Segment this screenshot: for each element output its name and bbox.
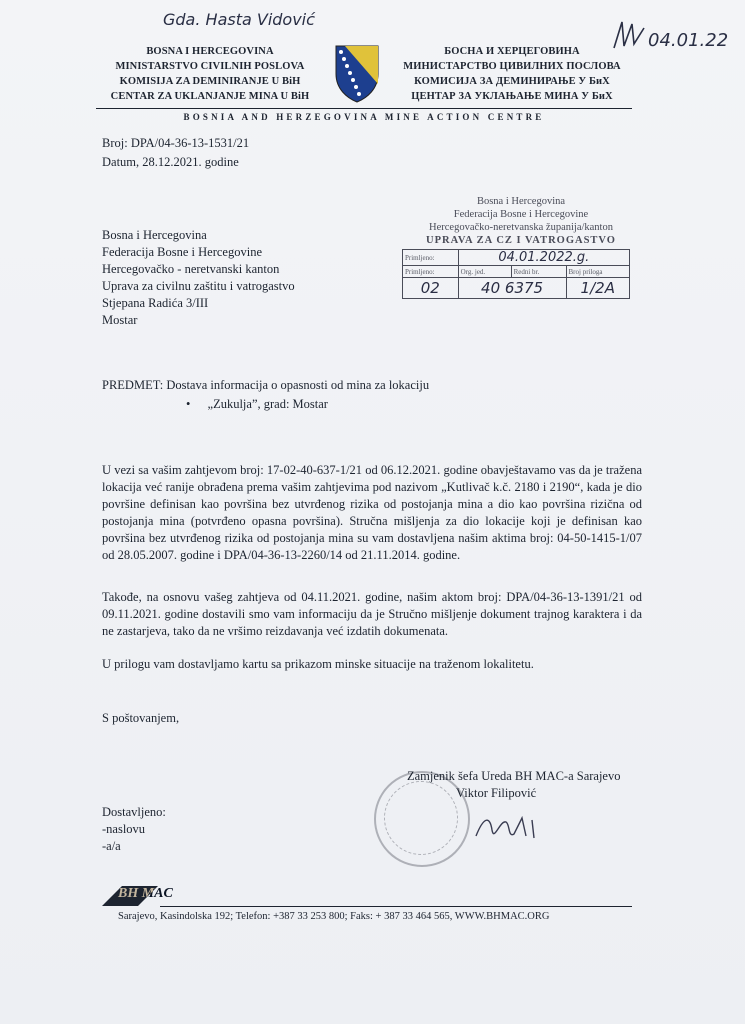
recipient-address <box>102 227 295 329</box>
subject-bullet <box>186 396 328 413</box>
handwritten-signature <box>470 810 550 846</box>
handwritten-note: Gda. Hasta Vidović <box>163 10 315 29</box>
subject-line: PREDMET: Dostava informacija o opasnosti od mina za lokaciju <box>102 378 430 392</box>
body-paragraph-3: U prilogu vam dostavljamo kartu sa prikazom minske situacije na traženom lokalitetu. <box>102 657 534 671</box>
header-divider <box>96 108 632 109</box>
header-right <box>392 44 632 104</box>
stamp-attachments: 1/2A <box>566 278 629 299</box>
footer-divider <box>160 906 632 907</box>
reference-number: Broj: DPA/04-36-13-1531/21 <box>102 136 250 150</box>
coat-of-arms-icon <box>333 44 381 104</box>
signature-name: Viktor Filipović <box>456 786 537 800</box>
distribution-list <box>102 804 166 855</box>
header-right-line: БОСНА И ХЕРЦЕГОВИНА <box>444 46 580 57</box>
closing: S poštovanjem, <box>102 711 180 725</box>
stamp-col-label: Org. jed. <box>458 266 511 278</box>
received-stamp <box>396 195 646 297</box>
stamp-line: Federacija Bosne i Hercegovine <box>453 209 589 220</box>
header-subtitle: BOSNIA AND HERZEGOVINA MINE ACTION CENTRE <box>183 112 545 122</box>
body-paragraph-2: Takođe, na osnovu vašeg zahtjeva od 04.11.2021. godine, našim aktom broj: DPA/04-36-13-1391/21 od 09.11.2021. godine dostavili smo vam informaciju da je Stručno mišljenje dokument trajnog karaktera i da ne zastarjeva, tako da ne vršimo reizdavanja već izdatih dokumenata. <box>102 590 642 638</box>
recipient-line: Mostar <box>102 313 138 327</box>
header-left-line: KOMISIJA ZA DEMINIRANJE U BiH <box>119 76 301 87</box>
stamp-line: UPRAVA ZA CZ I VATROGASTVO <box>426 235 616 246</box>
stamp-line: Bosna i Hercegovina <box>476 196 566 207</box>
stamp-table <box>402 249 630 299</box>
footer-address: Sarajevo, Kasindolska 192; Telefon: +387 33 253 800; Faks: + 387 33 464 565, WWW.BHMAC.ORG <box>118 911 550 922</box>
header-right-line: ЦЕНТАР ЗА УКЛАЊАЊЕ МИНА У БиХ <box>411 91 613 102</box>
signature-title: Zamjenik šefa Ureda BH MAC-a Sarajevo <box>407 769 621 783</box>
bullet-icon: • <box>186 397 191 411</box>
recipient-line: Stjepana Radića 3/III <box>102 296 209 310</box>
subject-location: „Zukulja”, grad: Mostar <box>207 397 328 411</box>
recipient-line: Hercegovačko - neretvanski kanton <box>102 262 280 276</box>
recipient-line: Bosna i Hercegovina <box>102 228 207 242</box>
stamp-number: 40 6375 <box>458 278 566 299</box>
stamp-col-label: Primljeno: <box>403 266 459 278</box>
body-paragraph-1: U vezi sa vašim zahtjevom broj: 17-02-40-637-1/21 od 06.12.2021. godine obavještavamo vas da je tražena lokacija već ranije obrađena prema vašim zahtjevima pod nazivom „Kutlivač k.č. 2180 i 2190“, kada je dio površine definisan kao površina bez utvrđenog rizika od postojanja mina a dio kao površina rizična od postojanja mina (potvrđeno opasna površina). Stručna mišljenja za dio lokacije koji je definisan kao površina bez utvrđenog rizika od postojanja mina su vam dostavljena našim aktima broj: 04-50-1415-1/07 od 28.05.2007. godine i DPA/04-36-13-2260/14 od 21.11.2014. godine. <box>102 463 642 562</box>
stamp-col-label: Redni br. <box>511 266 566 278</box>
header-left <box>100 44 320 104</box>
stamp-org: 02 <box>403 278 459 299</box>
reference-date: Datum, 28.12.2021. godine <box>102 155 239 169</box>
stamp-received-date: 04.01.2022.g. <box>458 250 629 266</box>
header-left-line: BOSNA I HERCEGOVINA <box>146 46 274 57</box>
recipient-line: Uprava za civilnu zaštitu i vatrogastvo <box>102 279 295 293</box>
stamp-line: Hercegovačko-neretvanska županija/kanton <box>429 222 613 233</box>
header-right-line: МИНИСТАРСТВО ЦИВИЛНИХ ПОСЛОВА <box>403 61 621 72</box>
distribution-item: -a/a <box>102 839 121 853</box>
stamp-col-label: Broj priloga <box>566 266 629 278</box>
footer-logo-text: BH MAC <box>118 886 173 901</box>
stamp-col-label: Primljeno: <box>403 250 459 266</box>
distribution-item: -naslovu <box>102 822 146 836</box>
header-left-line: CENTAR ZA UKLANJANJE MINA U BiH <box>110 91 310 102</box>
header-right-line: КОМИСИЈА ЗА ДЕМИНИРАЊЕ У БиХ <box>414 76 610 87</box>
handwritten-date: 04.01.22 <box>648 30 729 51</box>
recipient-line: Federacija Bosne i Hercegovine <box>102 245 263 259</box>
header-left-line: MINISTARSTVO CIVILNIH POSLOVA <box>115 61 305 72</box>
distribution-label: Dostavljeno: <box>102 805 166 819</box>
